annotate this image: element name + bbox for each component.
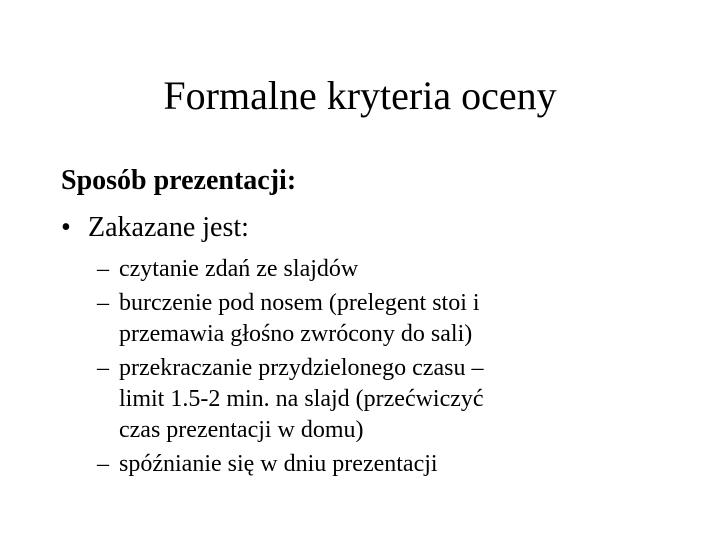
dash-glyph: – [97, 355, 109, 381]
sub-bullet-line: przekraczanie przydzielonego czasu – [119, 355, 484, 381]
sub-bullet-line: spóźnianie się w dniu prezentacji [119, 451, 438, 477]
sub-bullet-line: czytanie zdań ze slajdów [119, 256, 359, 282]
bullet-item [61, 210, 249, 246]
bullet-text: Zakazane jest: [88, 212, 249, 243]
sub-bullet-item [97, 254, 567, 285]
sub-bullet-item [97, 449, 567, 480]
sub-bullet-line: limit 1.5-2 min. na slajd (przećwiczyć [119, 386, 484, 412]
section-heading: Sposób prezentacji: [61, 165, 297, 196]
dash-glyph: – [97, 256, 109, 282]
slide-title: Formalne kryteria oceny [163, 73, 557, 118]
dash-glyph: – [97, 290, 109, 316]
sub-bullet-list [97, 254, 567, 483]
sub-bullet-item [97, 288, 567, 350]
sub-bullet-item [97, 353, 567, 446]
sub-bullet-line: przemawia głośno zwrócony do sali) [119, 321, 473, 347]
sub-bullet-line: czas prezentacji w domu) [119, 417, 364, 443]
bullet-glyph: • [61, 212, 71, 243]
dash-glyph: – [97, 451, 109, 477]
sub-bullet-line: burczenie pod nosem (prelegent stoi i [119, 290, 480, 316]
